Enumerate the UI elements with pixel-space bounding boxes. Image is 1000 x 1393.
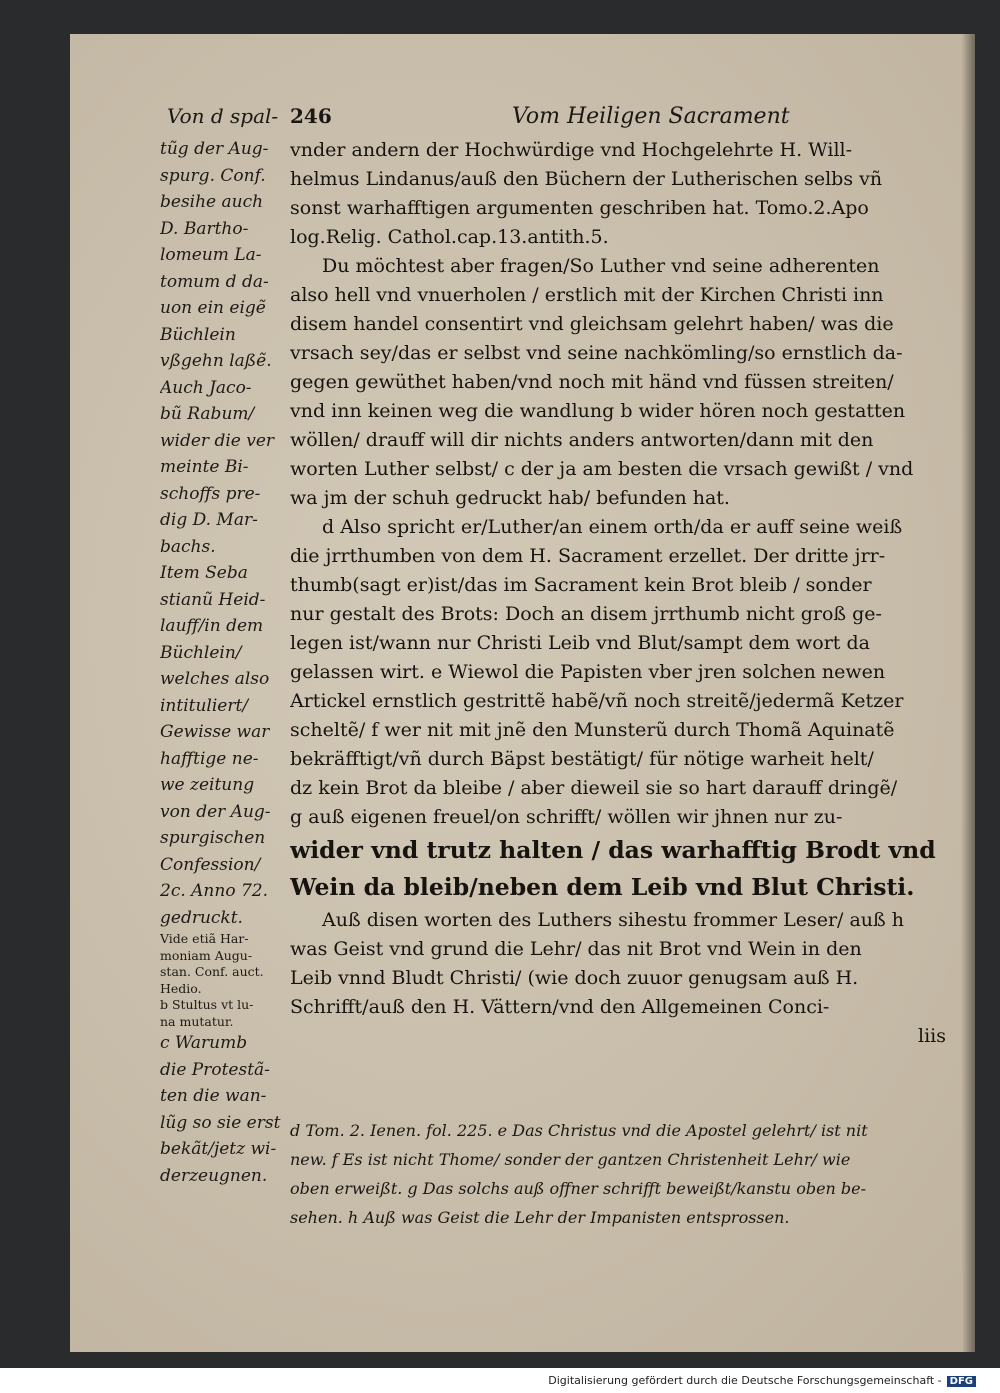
margin-note-latin-line: Hedio. [160, 980, 202, 996]
margin-note-line: ten die wan- [160, 1086, 267, 1106]
margin-note-line: c Warumb [160, 1033, 248, 1053]
body-text-line: vnder andern der Hochwürdige vnd Hochgelehrte H. Will- [290, 139, 853, 161]
margin-note-line: tomum d da- [160, 271, 269, 292]
margin-note-line: derzeugnen. [160, 1165, 268, 1186]
footnote-line: d Tom. 2. Ienen. fol. 225. e Das Christus vnd die Apostel gelehrt/ ist nit [290, 1121, 868, 1140]
margin-note-line: dig D. Mar- [160, 510, 258, 530]
body-text-line: also hell vnd vnuerholen / erstlich mit der Kirchen Christi inn [290, 284, 884, 306]
funding-text: Digitalisierung gefördert durch die Deutsche Forschungsgemeinschaft - [548, 1374, 942, 1387]
body-text-line: disem handel consentirt vnd gleichsam gelehrt haben/ was die [290, 313, 894, 335]
margin-note-latin-line: stan. Conf. auct. [160, 964, 264, 979]
margin-note-line: tũg der Aug- [160, 139, 269, 159]
margin-note-line: D. Bartho- [160, 218, 249, 239]
margin-note-line: besihe auch [160, 192, 264, 212]
margin-note-line: bachs. [160, 536, 216, 557]
body-text-line: sonst warhafftigen argumenten geschriben hat. Tomo.2.Apo [290, 197, 869, 219]
margin-note-line: bũ Rabum/ [160, 404, 255, 424]
margin-note-line: die Protestã- [160, 1059, 270, 1080]
body-text-line: die jrrthumben von dem H. Sacrament erzellet. Der dritte jrr- [290, 545, 886, 567]
body-text-line: Auß disen worten des Luthers sihestu frommer Leser/ auß h [322, 909, 905, 931]
margin-note-latin-line: na mutatur. [160, 1013, 234, 1029]
body-text-line: worten Luther selbst/ c der ja am besten die vrsach gewißt / vnd [290, 458, 914, 480]
footnotes [290, 1116, 958, 1232]
body-text-line: g auß eigenen freuel/on schrifft/ wöllen wir jhnen nur zu- [290, 806, 843, 828]
margin-note-line: welches also [160, 669, 270, 689]
emphasized-quote-line: Wein da bleib/neben dem Leib vnd Blut Christi. [290, 873, 915, 901]
body-text-line: liis [918, 1025, 946, 1047]
body-text-line: log.Relig. Cathol.cap.13.antith.5. [290, 226, 609, 248]
running-title: Vom Heiligen Sacrament [512, 104, 790, 129]
main-text [290, 136, 958, 1051]
margin-note-line: schoffs pre- [160, 483, 261, 504]
margin-note-line: we zeitung [160, 775, 255, 795]
footnote-line: new. f Es ist nicht Thome/ sonder der gantzen Christenheit Lehr/ wie [290, 1150, 851, 1169]
margin-note-line: Gewisse war [160, 722, 270, 742]
margin-note-line: lũg so sie erst [160, 1112, 281, 1133]
margin-note-line: 2c. Anno 72. [160, 881, 268, 901]
body-text-line: nur gestalt des Brots: Doch an disem jrrthumb nicht groß ge- [290, 603, 882, 625]
body-text-line: dz kein Brot da bleibe / aber dieweil sie so hart darauff dringẽ/ [290, 777, 898, 799]
margin-note-line: lomeum La- [160, 245, 262, 265]
running-head-left: Von d spal- [167, 104, 279, 128]
margin-note-line: Confession/ [160, 854, 261, 875]
margin-note-line: lauff/in dem [160, 616, 264, 636]
margin-note-line: spurg. Conf. [160, 165, 266, 186]
funding-credit [548, 1374, 976, 1387]
body-text-line: vrsach sey/das er selbst vnd seine nachkömling/so ernstlich da- [290, 342, 903, 364]
body-text-line: Schrifft/auß den H. Vättern/vnd den Allgemeinen Conci- [290, 996, 830, 1018]
margin-note-latin-line: Vide etiã Har- [160, 931, 249, 946]
margin-note-line: uon ein eigẽ [160, 298, 266, 318]
margin-note-latin-line: b Stultus vt lu- [160, 997, 254, 1012]
margin-note-line: stianũ Heid- [160, 589, 266, 610]
body-text-line: wöllen/ drauff will dir nichts anders antworten/dann mit den [290, 429, 874, 451]
body-text-line: bekräfftigt/vñ durch Bäpst bestätigt/ für nötige warheit helt/ [290, 748, 874, 770]
body-text-line: wa jm der schuh gedruckt hab/ befunden hat. [290, 487, 730, 509]
margin-note-line: Büchlein/ [160, 642, 242, 663]
margin-note-line: Büchlein [160, 324, 236, 345]
page-spine-shadow [961, 34, 975, 1352]
body-text-line: d Also spricht er/Luther/an einem orth/da er auff seine weiß [322, 516, 903, 538]
margin-note-line: vßgehn laßẽ. [160, 351, 272, 371]
body-text-line: legen ist/wann nur Christi Leib vnd Blut/sampt dem wort da [290, 632, 870, 654]
body-text-line: Leib vnnd Bludt Christi/ (wie doch zuuor genugsam auß H. [290, 967, 859, 989]
footnote-line: oben erweißt. g Das solchs auß offner schrifft beweißt/kanstu oben be- [290, 1179, 867, 1198]
body-text-line: gegen gewüthet haben/vnd noch mit händ vnd füssen streiten/ [290, 371, 894, 393]
margin-note-line: bekãt/jetz wi- [160, 1139, 277, 1159]
page-number: 246 [290, 104, 332, 128]
body-text-line: vnd inn keinen weg die wandlung b wider hören noch gestatten [290, 400, 906, 422]
margin-note-line: Auch Jaco- [160, 377, 252, 398]
body-text-line: gelassen wirt. e Wiewol die Papisten vber jren solchen newen [290, 661, 886, 683]
footnote-line: sehen. h Auß was Geist die Lehr der Impanisten entsprossen. [290, 1208, 790, 1227]
margin-note-latin-line: moniam Augu- [160, 947, 253, 963]
margin-note-line: von der Aug- [160, 801, 271, 822]
dfg-logo: DFG [947, 1376, 976, 1387]
body-text-line: was Geist vnd grund die Lehr/ das nit Brot vnd Wein in den [290, 938, 862, 960]
margin-notes [160, 136, 292, 1189]
margin-note-line: meinte Bi- [160, 457, 249, 477]
margin-note-line: intituliert/ [160, 695, 249, 716]
body-text-line: scheltẽ/ f wer nit mit jnẽ den Munsterũ durch Thomã Aquinatẽ [290, 719, 895, 741]
body-text-line: Du möchtest aber fragen/So Luther vnd seine adherenten [322, 255, 880, 277]
emphasized-quote-line: wider vnd trutz halten / das warhafftig Brodt vnd [290, 836, 936, 864]
margin-note-line: wider die ver [160, 430, 275, 451]
margin-note-line: gedruckt. [160, 907, 243, 928]
body-text-line: Artickel ernstlich gestrittẽ habẽ/vñ noch streitẽ/jedermã Ketzer [290, 690, 904, 712]
body-text-line: helmus Lindanus/auß den Büchern der Lutherischen selbs vñ [290, 168, 883, 190]
body-text-line: thumb(sagt er)ist/das im Sacrament kein Brot bleib / sonder [290, 574, 872, 596]
margin-note-line: Item Seba [160, 563, 248, 583]
margin-note-line: hafftige ne- [160, 748, 259, 769]
margin-note-line: spurgischen [160, 828, 266, 848]
